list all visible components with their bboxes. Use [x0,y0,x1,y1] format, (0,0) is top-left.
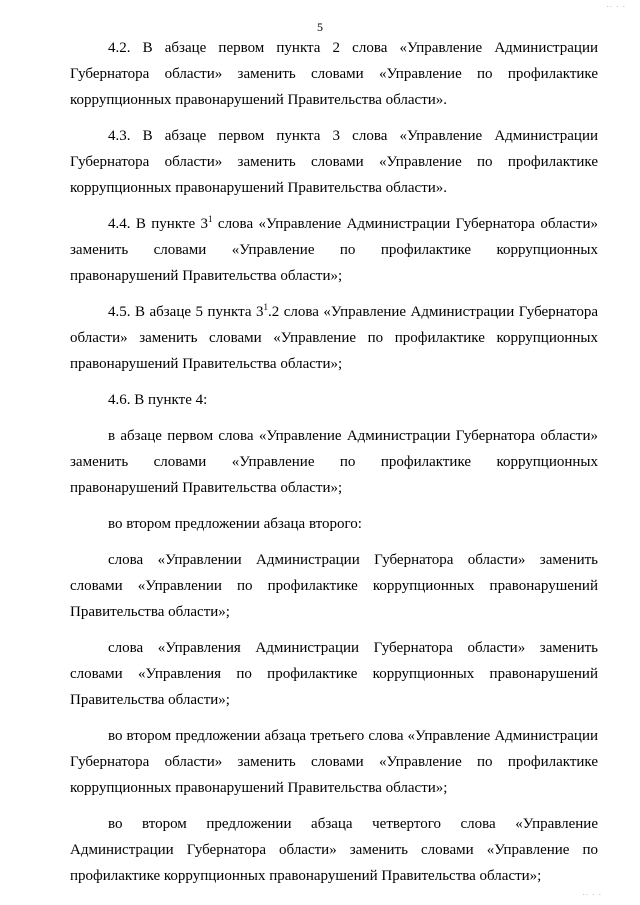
paragraph-4-5-rest: .2 слова «Управление Администрации Губернатора области» заменить словами «Управление по профилактике коррупционных правонарушений Правительства области»; [70,304,598,372]
paragraph-4-5 [70,299,598,377]
superscript-index: 1 [263,302,268,312]
scan-artifact-top: .. . . [606,0,626,9]
superscript-index: 1 [208,214,213,224]
scan-artifact-bottom: .. . . [582,888,602,897]
paragraph-4-3: 4.3. В абзаце первом пункта 3 слова «Управление Администрации Губернатора области» заменить словами «Управление по профилактике коррупционных правонарушений Правительства области». [70,128,598,196]
paragraph-4-4-lead: 4.4. В пункте 3 [108,216,209,232]
paragraph-4-5-lead: 4.5. В абзаце 5 пункта 3 [108,304,264,320]
page-number: 5 [317,20,323,34]
paragraph-4-4 [70,211,598,289]
paragraph-4-4-rest: слова «Управление Администрации Губернатора области» заменить словами «Управление по профилактике коррупционных правонарушений Правительства области»; [70,216,598,284]
paragraph-fourth-abzac: во втором предложении абзаца четвертого слова «Управление Администрации Губернатора области» заменить словами «Управление по профилактике коррупционных правонарушений Правительства области»; [70,816,598,884]
paragraph-4-6: 4.6. В пункте 4: [108,392,208,408]
paragraph-upravlenii: слова «Управлении Администрации Губернатора области» заменить словами «Управлении по профилактике коррупционных правонарушений Правительства области»; [70,552,598,620]
document-body [70,35,598,889]
paragraph-upravleniya: слова «Управления Администрации Губернатора области» заменить словами «Управления по профилактике коррупционных правонарушений Правительства области»; [70,640,598,708]
paragraph-4-2: 4.2. В абзаце первом пункта 2 слова «Управление Администрации Губернатора области» заменить словами «Управление по профилактике коррупционных правонарушений Правительства области». [70,40,598,108]
paragraph-4-6-first-abzac: в абзаце первом слова «Управление Администрации Губернатора области» заменить словами «Управление по профилактике коррупционных правонарушений Правительства области»; [70,428,598,496]
paragraph-third-abzac: во втором предложении абзаца третьего слова «Управление Администрации Губернатора области» заменить словами «Управление по профилактике коррупционных правонарушений Правительства области»; [70,728,598,796]
paragraph-second-abzac-intro: во втором предложении абзаца второго: [108,516,362,532]
